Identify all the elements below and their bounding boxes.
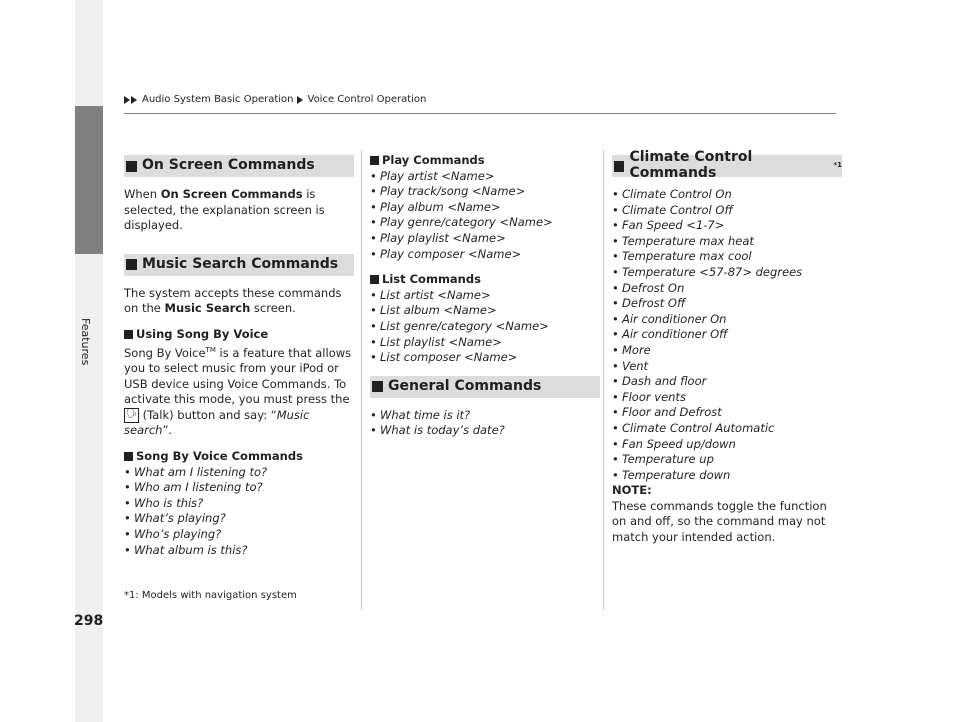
column-divider: [603, 150, 604, 610]
square-bullet-icon: [126, 259, 137, 270]
list-item: • Temperature max cool: [612, 249, 842, 265]
column-2: [370, 153, 600, 439]
list-item: • Who am I listening to?: [124, 480, 354, 496]
note-title: NOTE:: [612, 483, 652, 498]
list-item: • Climate Control On: [612, 187, 842, 203]
section-title: Music Search Commands: [142, 255, 339, 272]
list-item: • Climate Control Off: [612, 203, 842, 219]
list-item: • Fan Speed up/down: [612, 437, 842, 453]
square-bullet-icon: [124, 330, 133, 339]
breadcrumb-arrow-icon: [297, 96, 303, 104]
square-bullet-icon: [614, 161, 624, 172]
list-item: • Play playlist <Name>: [370, 231, 600, 247]
list-item: • Temperature max heat: [612, 234, 842, 250]
section-title: On Screen Commands: [142, 157, 315, 174]
list-item: • What am I listening to?: [124, 465, 354, 481]
list-item: • Play track/song <Name>: [370, 184, 600, 200]
note-text: These commands toggle the function on and off, so the command may not match your intended action.: [612, 498, 827, 545]
list-item: • More: [612, 343, 842, 359]
list-item: • What is today’s date?: [370, 423, 600, 439]
list-item: • Defrost Off: [612, 296, 842, 312]
list-item: • List composer <Name>: [370, 350, 600, 366]
side-tab-marker: [75, 106, 103, 254]
section-heading: [124, 155, 354, 177]
page-number: 298: [74, 613, 104, 629]
list-item: • Play composer <Name>: [370, 247, 600, 263]
list-item: • Play artist <Name>: [370, 169, 600, 185]
sub-heading: Play Commands: [370, 153, 600, 169]
side-tab-top: [75, 0, 103, 300]
on-screen-text: When On Screen Commands is selected, the explanation screen is displayed.: [124, 187, 325, 233]
sub-heading: Using Song By Voice: [124, 327, 354, 343]
sub-heading: List Commands: [370, 272, 600, 288]
music-search-text: The system accepts these commands on the Music Search screen.: [124, 285, 342, 316]
list-item: • Who is this?: [124, 496, 354, 512]
song-by-voice-text: Song By Voice™ is a feature that allows you to select music from your iPod or USB device using Voice Commands. To activate this mode, you must press the 🗣 (Talk) button and say: “Music search”.: [124, 345, 352, 438]
section-heading: [612, 149, 842, 181]
play-commands-list: [370, 169, 600, 263]
square-bullet-icon: [124, 452, 133, 461]
list-item: • Who’s playing?: [124, 527, 354, 543]
list-item: • List playlist <Name>: [370, 335, 600, 351]
list-commands-list: [370, 288, 600, 366]
list-item: • Air conditioner On: [612, 312, 842, 328]
general-commands-list: [370, 408, 600, 439]
square-bullet-icon: [370, 275, 379, 284]
list-item: • Fan Speed <1-7>: [612, 218, 842, 234]
list-item: • List artist <Name>: [370, 288, 600, 304]
list-item: • Temperature <57-87> degrees: [612, 265, 842, 281]
list-item: • Floor and Defrost: [612, 405, 842, 421]
song-commands-list: [124, 465, 354, 559]
breadcrumb-item[interactable]: Audio System Basic Operation: [142, 94, 294, 105]
column-1: [124, 155, 354, 558]
section-title: Climate Control Commands: [629, 149, 753, 181]
square-bullet-icon: [372, 381, 383, 392]
list-item: • Defrost On: [612, 281, 842, 297]
list-item: • What album is this?: [124, 543, 354, 559]
section-heading: [124, 254, 354, 276]
list-item: • Play album <Name>: [370, 200, 600, 216]
square-bullet-icon: [370, 156, 379, 165]
list-item: • Air conditioner Off: [612, 327, 842, 343]
list-item: • What time is it?: [370, 408, 600, 424]
footnote-ref: *1: [833, 161, 842, 170]
list-item: • What’s playing?: [124, 511, 354, 527]
list-item: • List genre/category <Name>: [370, 319, 600, 335]
list-item: • Climate Control Automatic: [612, 421, 842, 437]
list-item: • Play genre/category <Name>: [370, 215, 600, 231]
breadcrumb-arrow-icon: [124, 96, 137, 104]
section-side-label: Features: [79, 318, 92, 366]
list-item: • Floor vents: [612, 390, 842, 406]
list-item: • List album <Name>: [370, 303, 600, 319]
list-item: • Temperature down: [612, 468, 842, 484]
talk-button-icon: 🗣: [124, 408, 139, 423]
list-item: • Dash and floor: [612, 374, 842, 390]
section-title: General Commands: [388, 377, 542, 394]
sub-heading: Song By Voice Commands: [124, 449, 354, 465]
breadcrumb: [124, 94, 426, 105]
footnote: *1: Models with navigation system: [124, 590, 297, 601]
list-item: • Vent: [612, 359, 842, 375]
column-3: [612, 149, 842, 546]
column-divider: [361, 150, 362, 610]
climate-commands-list: [612, 187, 842, 483]
breadcrumb-item[interactable]: Voice Control Operation: [307, 94, 427, 105]
section-heading: [370, 376, 600, 398]
header-rule: [124, 113, 836, 114]
square-bullet-icon: [126, 161, 137, 172]
list-item: • Temperature up: [612, 452, 842, 468]
